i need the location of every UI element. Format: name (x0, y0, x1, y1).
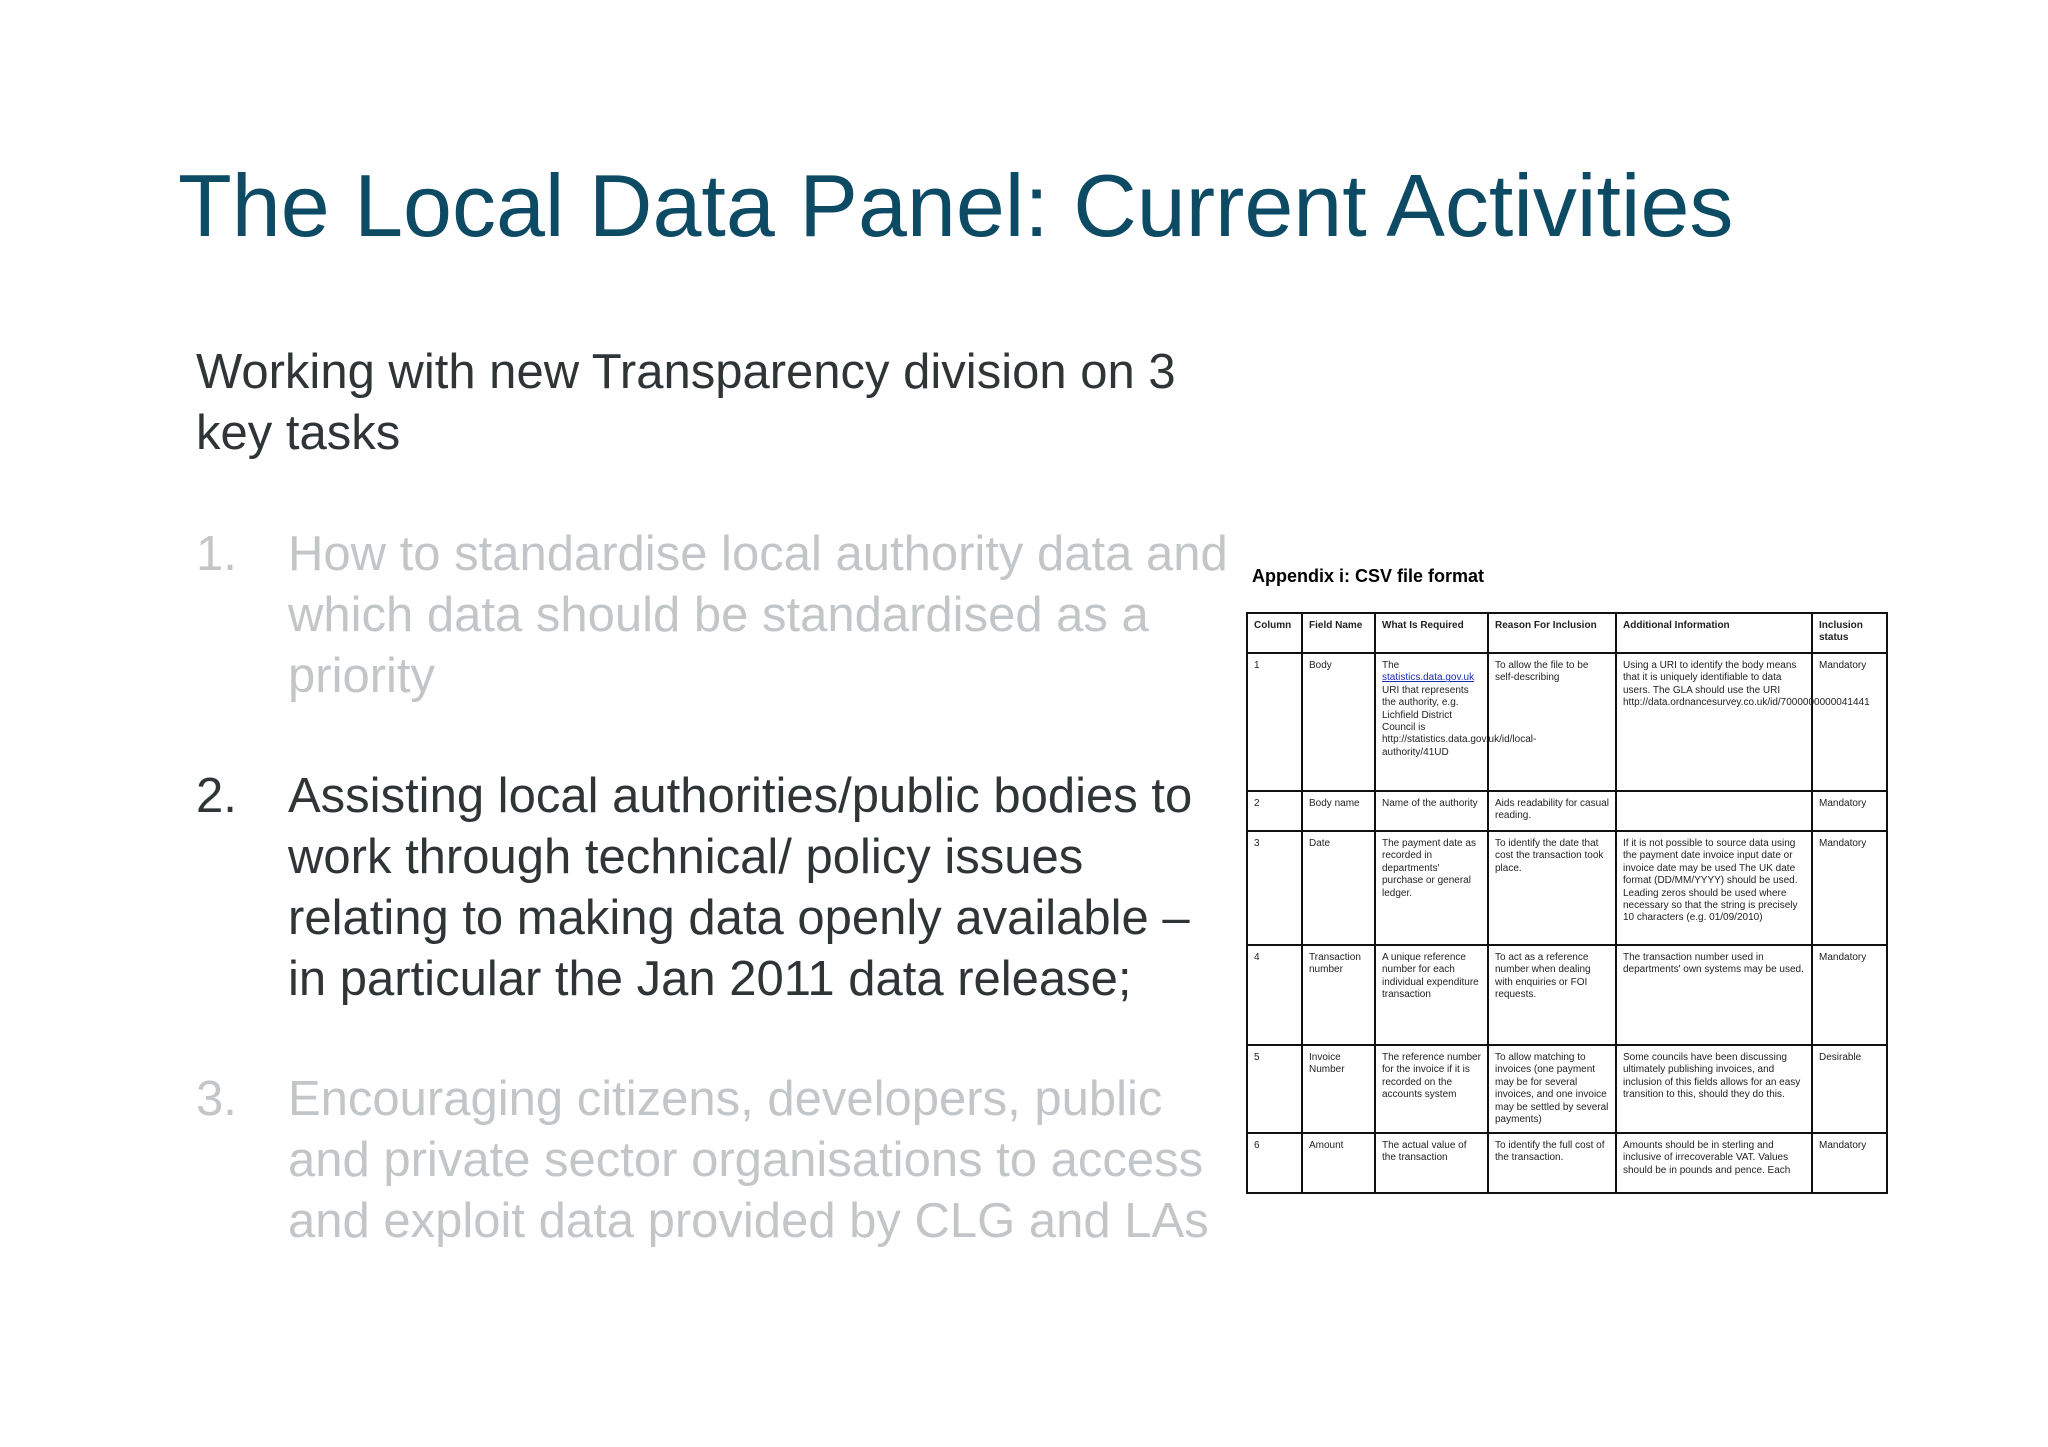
csv-format-table (1246, 612, 1888, 1194)
cell-info: Some councils have been discussing ultimately publishing invoices, and inclusion of this fields allows for an easy transition to this, should they do this. (1616, 1045, 1812, 1133)
cell-required-prefix: The (1382, 660, 1400, 671)
appendix-title: Appendix i: CSV file format (1252, 566, 1485, 586)
task-text: Assisting local authorities/public bodies to work through technical/ policy issues relating to making data openly available – in particular the Jan 2011 data release; (288, 769, 1193, 1006)
cell-required-rest: URI that represents the authority, e.g. Lichfield District Council is http://statistics.data.gov.uk/id/local-authority/41UD (1382, 684, 1537, 758)
cell-column: 1 (1247, 653, 1302, 791)
cell-column: 3 (1247, 831, 1302, 945)
cell-field-name: Body name (1302, 791, 1375, 831)
task-list (196, 524, 1236, 1252)
task-number: 3. (196, 1072, 237, 1126)
cell-status: Mandatory (1812, 945, 1887, 1045)
column-header: Column (1247, 613, 1302, 653)
cell-info: If it is not possible to source data using the payment date invoice input date or invoice date may be used The UK date format (DD/MM/YYYY) should be used. Leading zeros should be used where necessary so that the string is precisely 10 characters (e.g. 01/09/2010) (1616, 831, 1812, 945)
slide-title: The Local Data Panel: Current Activities (178, 156, 1734, 255)
table-row (1247, 945, 1887, 1045)
table-row (1247, 1133, 1887, 1193)
cell-field-name: Transaction number (1302, 945, 1375, 1045)
cell-reason: Aids readability for casual reading. (1488, 791, 1616, 831)
table-row (1247, 653, 1887, 791)
column-header: What Is Required (1375, 613, 1488, 653)
cell-field-name: Body (1302, 653, 1375, 791)
cell-reason: To allow matching to invoices (one payment may be for several invoices, and one invoice may be settled by several payments) (1488, 1045, 1616, 1133)
cell-info: Using a URI to identify the body means that it is uniquely identifiable to data users. The GLA should use the URI http://data.ordnancesurvey.co.uk/id/7000000000041441 (1616, 653, 1812, 791)
cell-status: Mandatory (1812, 1133, 1887, 1193)
cell-field-name: Amount (1302, 1133, 1375, 1193)
task-number: 2. (196, 769, 237, 823)
task-text: How to standardise local authority data and which data should be standardised as a priority (288, 527, 1228, 703)
cell-field-name: Invoice Number (1302, 1045, 1375, 1133)
column-header: Field Name (1302, 613, 1375, 653)
task-item-3 (196, 1069, 1236, 1252)
cell-required (1375, 653, 1537, 791)
cell-info (1616, 791, 1812, 831)
cell-field-name: Date (1302, 831, 1375, 945)
cell-column: 2 (1247, 791, 1302, 831)
cell-status: Desirable (1812, 1045, 1887, 1133)
cell-required: Name of the authority (1375, 791, 1488, 831)
cell-reason: To allow the file to be self-describing (1488, 653, 1616, 791)
task-number: 1. (196, 527, 237, 581)
table-row (1247, 791, 1887, 831)
intro-text: Working with new Transparency division on 3 key tasks (196, 345, 1176, 460)
cell-reason: To identify the full cost of the transaction. (1488, 1133, 1616, 1193)
column-header: Reason For Inclusion (1488, 613, 1616, 653)
cell-column: 4 (1247, 945, 1302, 1045)
cell-status: Mandatory (1812, 831, 1887, 945)
task-text: Encouraging citizens, developers, public and private sector organisations to access and exploit data provided by CLG and LAs (288, 1072, 1209, 1248)
column-header: Additional Information (1616, 613, 1812, 653)
cell-reason: To act as a reference number when dealing with enquiries or FOI requests. (1488, 945, 1616, 1045)
task-item-1 (196, 524, 1236, 707)
cell-reason: To identify the date that cost the transaction took place. (1488, 831, 1616, 945)
cell-info: The transaction number used in departments' own systems may be used. (1616, 945, 1812, 1045)
cell-status: Mandatory (1812, 653, 1887, 791)
cell-status: Mandatory (1812, 791, 1887, 831)
cell-column: 5 (1247, 1045, 1302, 1133)
cell-required: The payment date as recorded in departments' purchase or general ledger. (1375, 831, 1488, 945)
cell-required: The actual value of the transaction (1375, 1133, 1488, 1193)
csv-appendix-image (1244, 558, 1890, 1178)
cell-required: A unique reference number for each individual expenditure transaction (1375, 945, 1488, 1045)
cell-required: The reference number for the invoice if it is recorded on the accounts system (1375, 1045, 1488, 1133)
cell-info: Amounts should be in sterling and inclusive of irrecoverable VAT. Values should be in pounds and pence. Each (1616, 1133, 1812, 1193)
column-header: Inclusion status (1812, 613, 1887, 653)
table-row (1247, 831, 1887, 945)
statistics-link[interactable]: statistics.data.gov.uk (1382, 672, 1475, 684)
table-header-row (1247, 613, 1887, 653)
table-row (1247, 1045, 1887, 1133)
task-item-2 (196, 766, 1236, 1010)
cell-column: 6 (1247, 1133, 1302, 1193)
